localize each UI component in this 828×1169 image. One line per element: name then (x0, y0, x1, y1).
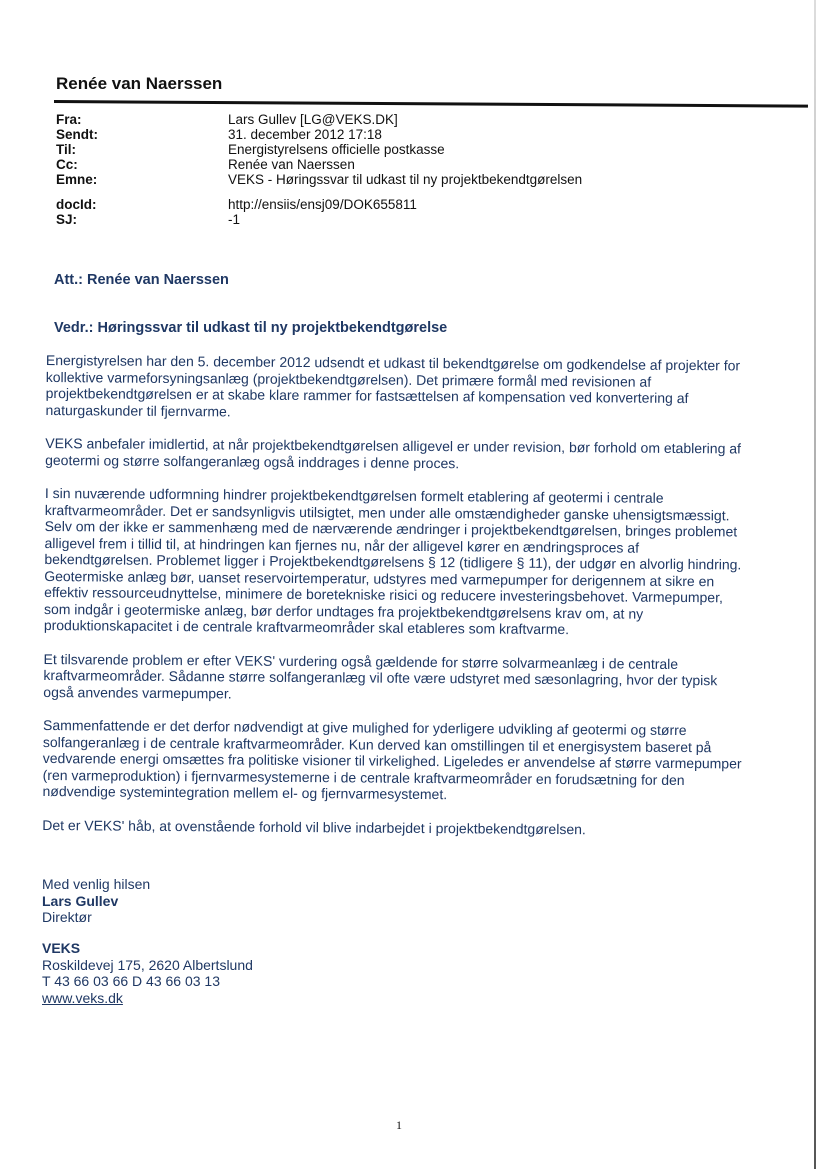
header-label: Cc: (56, 157, 78, 172)
header-row-cc (56, 157, 756, 172)
letter-body (42, 352, 746, 855)
header-row-sj (56, 212, 756, 227)
attention-line: Att.: Renée van Naerssen (54, 272, 229, 288)
header-row-from (56, 112, 756, 127)
header-value: Energistyrelsens officielle postkasse (228, 142, 445, 157)
company-block (42, 940, 253, 1006)
paragraph: Sammenfattende er det derfor nødvendigt at give mulighed for yderligere udvikling af geotermi og større solfangeranlæg i de centrale kraftvarmeområder. Kun derved kan omstillingen til et energisystem baseret på vedvarende energi omsættes fra politiske visioner til virkelighed. Ligeledes er anvendelse af større varmepumper (ren varmeproduktion) i fjernvarmesystemerne i de centrale kraftvarmeområder en forudsætning for den nødvendige systemintegration mellem el- og fjernvarmesystemet. (42, 716, 742, 803)
letter-subject: Vedr.: Høringssvar til udkast til ny projektbekendtgørelse (54, 320, 448, 336)
header-label: SJ: (56, 212, 78, 227)
company-address: Roskildevej 175, 2620 Albertslund (42, 956, 253, 973)
page-number: 1 (396, 1118, 402, 1132)
header-value: 31. december 2012 17:18 (228, 127, 382, 142)
company-website-link[interactable]: www.veks.dk (42, 989, 123, 1006)
header-row-docid (56, 197, 756, 212)
header-label: Sendt: (56, 127, 98, 142)
header-value: VEKS - Høringssvar til udkast til ny projektbekendtgørelsen (228, 172, 583, 187)
closing-salutation: Med venlig hilsen (42, 876, 151, 892)
paragraph: Det er VEKS' håb, at ovenstående forhold vil blive indarbejdet i projektbekendtgørelsen. (42, 816, 586, 837)
signer-title: Direktør (42, 909, 92, 925)
header-label: docId: (56, 197, 97, 212)
signature-block (42, 876, 150, 926)
scan-edge-shadow (814, 0, 816, 1169)
paragraph: I sin nuværende udformning hindrer projektbekendtgørelsen formelt etablering af geotermi i centrale kraftvarmeområder. Det er sandsynligvis utilsigtet, men under alle omstændigheder ganske uhensigtsmæssigt. Selv om der ikke er sammenhæng med de nærværende ændringer i projektbekendtgørelsen, bringes problemet alligevel frem i tillid til, at hindringen kan fjernes nu, når der alligevel kører en ændringsproces af bekendtgørelsen. Problemet ligger i Projektbekendtgørelsens § 12 (tidligere § 11), der udgør en alvorlig hindring. Geotermiske anlæg bør, uanset reservoirtemperatur, udstyres med varmepumper for derigennem at sikre en effektiv ressourceudnyttelse, minimere de boretekniske risici og reducere investeringsbehovet. Varmepumper, som indgår i geotermiske anlæg, bør derfor undtages fra projektbekendtgørelsens krav om, at ny produktionskapacitet i de centrale kraftvarmeområder skal etableres som kraftvarme. (43, 484, 742, 638)
header-value: Renée van Naerssen (228, 157, 355, 172)
email-header-block (56, 112, 756, 227)
header-value: -1 (228, 212, 241, 227)
header-label: Til: (56, 142, 76, 157)
header-label: Emne: (56, 172, 98, 187)
header-row-sent (56, 127, 756, 142)
header-row-to (56, 142, 756, 157)
paragraph: VEKS anbefaler imidlertid, at når projektbekendtgørelsen alligevel er under revision, bør forhold om etablering af geotermi og større solfangeranlæg også inddrages i denne proces. (45, 434, 742, 471)
company-name: VEKS (42, 940, 81, 956)
paragraph: Energistyrelsen har den 5. december 2012 udsendt et udkast til bekendtgørelse om godkendelse af projekter for kollektive varmeforsyningsanlæg (projektbekendtgørelsen). Det primære formål med revisionen af projektbekendtgørelsen er at skabe klare rammer for fastsættelsen af kompensation ved konvertering af naturgaskunder til fjernvarme. (45, 352, 741, 419)
header-divider (54, 100, 808, 108)
signer-name: Lars Gullev (42, 892, 119, 909)
header-row-subject (56, 172, 756, 187)
header-value: http://ensiis/ensj09/DOK655811 (228, 197, 417, 212)
paragraph: Et tilsvarende problem er efter VEKS' vurdering også gældende for større solvarmeanlæg i de centrale kraftvarmeområder. Sådanne større solfangeranlæg vil ofte være udstyret med sæsonlagring, hvor der typisk også anvendes varmepumper. (43, 650, 718, 701)
company-phones: T 43 66 03 66 D 43 66 03 13 (42, 973, 220, 989)
header-value: Lars Gullev [LG@VEKS.DK] (228, 112, 398, 127)
header-label: Fra: (56, 112, 82, 127)
email-sender-name: Renée van Naerssen (56, 74, 223, 93)
